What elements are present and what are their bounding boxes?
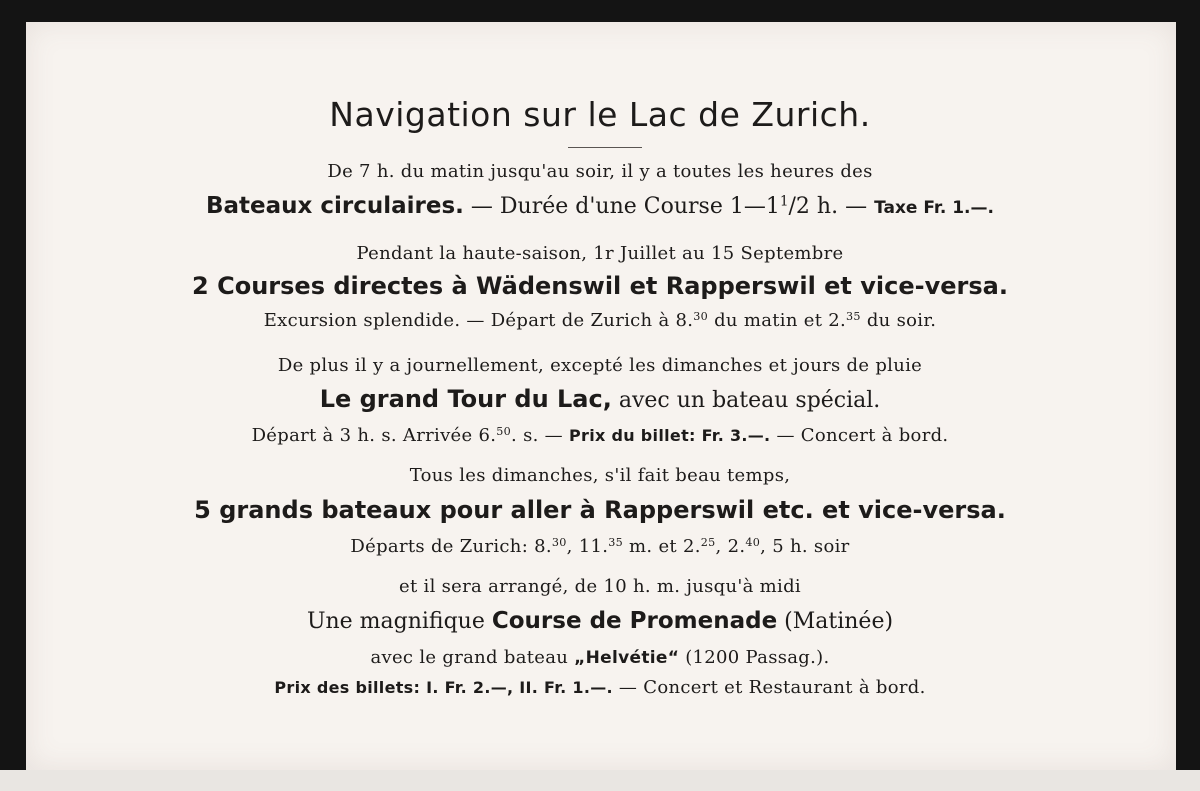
promenade-name: Course de Promenade (491, 608, 778, 634)
daily-line: De plus il y a journellement, excepté les dimanches et jours de pluie (277, 355, 923, 376)
excursion-text: du soir. (860, 310, 937, 331)
boat-name: „Helvétie“ (574, 648, 680, 668)
time-sup: 35 (608, 535, 624, 549)
excursion-text: du matin et 2. (708, 310, 847, 331)
ticket-price: Prix du billet: Fr. 3.—. (569, 426, 771, 445)
time-sup: 30 (693, 309, 709, 323)
ticket-prices: Prix des billets: I. Fr. 2.—, II. Fr. 1.—. (274, 678, 613, 697)
concert-restaurant-text: — Concert et Restaurant à bord. (612, 677, 926, 698)
tax-label: Taxe Fr. 1.—. (874, 198, 994, 218)
time-sup: 35 (846, 309, 861, 323)
time-sup: 50 (496, 424, 512, 438)
promenade-text: (Matinée) (777, 609, 894, 634)
prices-line (0, 679, 1200, 697)
dash: — (838, 194, 875, 219)
departures-text: , 2. (715, 536, 746, 557)
promenade-line (0, 610, 1200, 633)
departures-line (0, 535, 1200, 557)
grand-tour-line (0, 387, 1200, 412)
circular-boats-name: Bateaux circulaires. (206, 193, 464, 219)
departures-text: Départs de Zurich: 8. (350, 536, 552, 557)
grand-tour-times-line (0, 424, 1200, 446)
direct-courses-line: 2 Courses directes à Wädenswil et Rapperswil et vice-versa. (192, 272, 1008, 300)
time-sup: 25 (700, 535, 716, 549)
time-sup: 40 (745, 535, 761, 549)
sundays-line: Tous les dimanches, s'il fait beau temps, (409, 465, 791, 486)
boat-text: (1200 Passag.). (679, 647, 830, 668)
high-season-line: Pendant la haute-saison, 1r Juillet au 15 Septembre (356, 243, 844, 264)
promenade-text: Une magnifique (306, 609, 492, 634)
departures-text: , 5 h. soir (760, 536, 850, 557)
departures-text: m. et 2. (623, 536, 701, 557)
dash: — (463, 194, 500, 219)
circular-boats-line (0, 195, 1200, 218)
departures-text: , 11. (566, 536, 609, 557)
concert-text: — Concert à bord. (770, 425, 949, 446)
excursion-text: Excursion splendide. — Départ de Zurich à 8. (263, 310, 694, 331)
arranged-line: et il sera arrangé, de 10 h. m. jusqu'à midi (399, 576, 801, 597)
duration-sup: 1 (779, 193, 789, 210)
course-duration: Durée d'une Course 1—1 (499, 194, 780, 219)
departure-text: Départ à 3 h. s. Arrivée 6. (251, 425, 497, 446)
scan-edge (0, 770, 1200, 791)
big-boats-line: 5 grands bateaux pour aller à Rapperswil etc. et vice-versa. (194, 496, 1006, 524)
time-sup: 30 (551, 535, 567, 549)
intro-line: De 7 h. du matin jusqu'au soir, il y a toutes les heures des (327, 161, 873, 182)
arrival-text: . s. — (511, 425, 569, 446)
grand-tour-rest: avec un bateau spécial. (611, 388, 881, 413)
boat-text: avec le grand bateau (370, 647, 575, 668)
title-divider (568, 147, 642, 148)
helvetie-line (0, 649, 1200, 667)
page-title: Navigation sur le Lac de Zurich. (329, 95, 871, 134)
excursion-line (0, 309, 1200, 331)
duration-rest: /2 h. (788, 194, 839, 219)
grand-tour-name: Le grand Tour du Lac, (319, 385, 612, 413)
